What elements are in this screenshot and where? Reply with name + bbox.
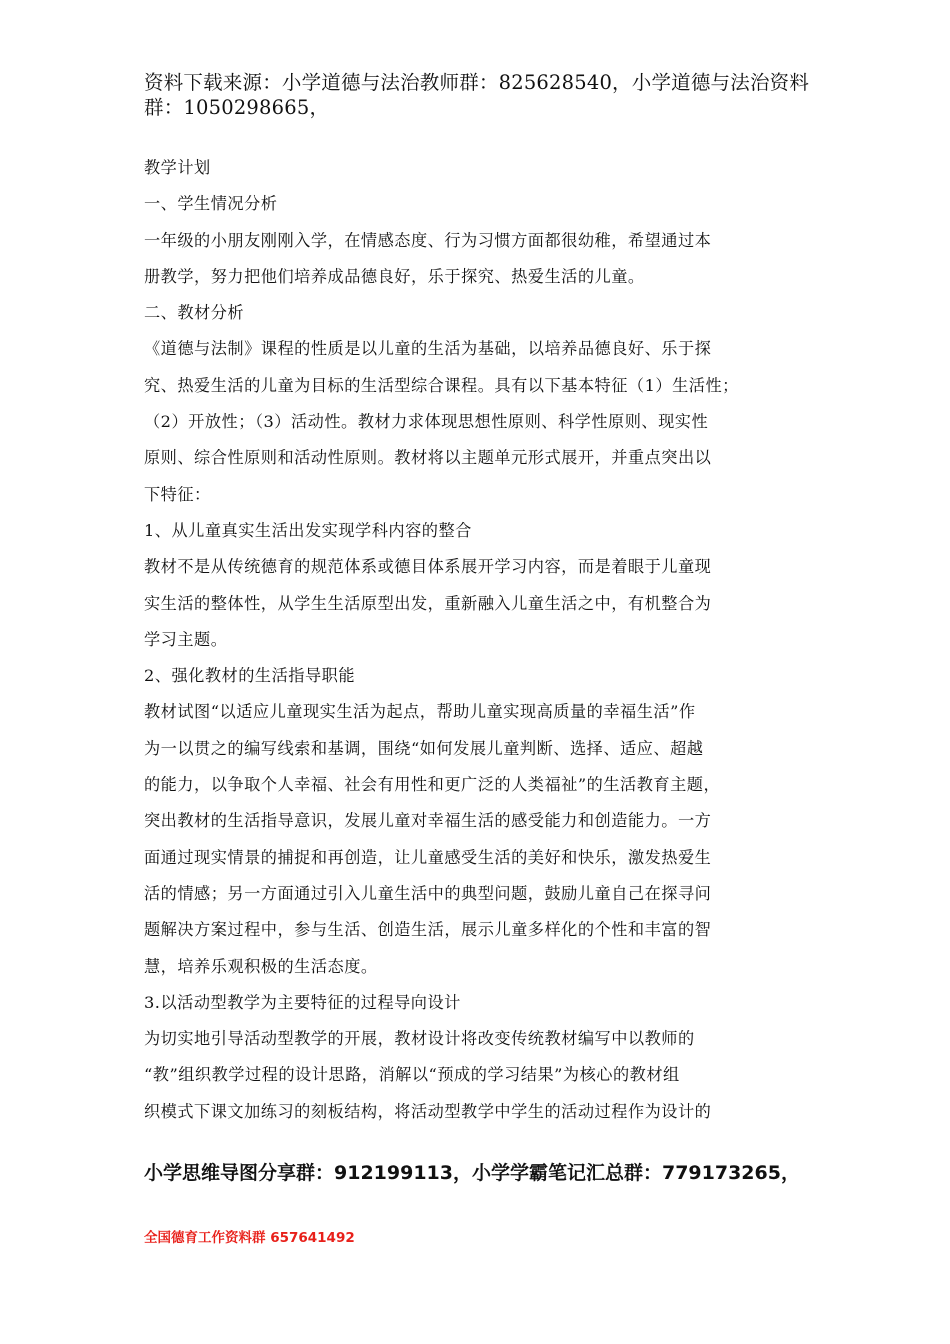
body-line: 突出教材的生活指导意识，发展儿童对幸福生活的感受能力和创造能力。一方 bbox=[144, 811, 712, 831]
body-line: 究、热爱生活的儿童为目标的生活型综合课程。具有以下基本特征（1）生活性； bbox=[144, 375, 739, 395]
body-line: 活的情感；另一方面通过引入儿童生活中的典型问题，鼓励儿童自己在探寻问 bbox=[144, 883, 712, 903]
body-line: 题解决方案过程中，参与生活、创造生活，展示儿童多样化的个性和丰富的智 bbox=[144, 920, 712, 940]
body-line: 教材试图“以适应儿童现实生活为起点，帮助儿童实现高质量的幸福生活”作 bbox=[144, 702, 696, 722]
body-line: 教学计划 bbox=[144, 158, 211, 177]
header-source-note: 资料下载来源：小学道德与法治教师群：825628540，小学道德与法治资料群：1050298665， bbox=[144, 71, 810, 119]
footer-group-note: 小学思维导图分享群：912199113，小学学霸笔记汇总群：779173265， bbox=[144, 1162, 800, 1184]
body-line: 为一以贯之的编写线索和基调，围绕“如何发展儿童判断、选择、适应、超越 bbox=[144, 738, 704, 758]
body-line: 教材不是从传统德育的规范体系或德目体系展开学习内容，而是着眼于儿童现 bbox=[144, 557, 712, 577]
body-line: 为切实地引导活动型教学的开展，教材设计将改变传统教材编写中以教师的 bbox=[144, 1029, 695, 1049]
body-line: 实生活的整体性，从学生生活原型出发，重新融入儿童生活之中，有机整合为 bbox=[144, 593, 712, 613]
document-body bbox=[144, 150, 824, 1130]
body-line: 原则、综合性原则和活动性原则。教材将以主题单元形式展开，并重点突出以 bbox=[144, 448, 712, 468]
body-line: 织模式下课文加练习的刻板结构，将活动型教学中学生的活动过程作为设计的 bbox=[144, 1101, 712, 1121]
body-line: 2、强化教材的生活指导职能 bbox=[144, 666, 356, 686]
body-line: 慧，培养乐观积极的生活态度。 bbox=[144, 956, 378, 976]
body-line: 二、教材分析 bbox=[144, 303, 245, 323]
body-line: 册教学，努力把他们培养成品德良好，乐于探究、热爱生活的儿童。 bbox=[144, 266, 645, 286]
body-line: “教”组织教学过程的设计思路，消解以“预成的学习结果”为核心的教材组 bbox=[144, 1065, 680, 1085]
body-line: 一、学生情况分析 bbox=[144, 194, 278, 214]
body-line: （2）开放性；（3）活动性。教材力求体现思想性原则、科学性原则、现实性 bbox=[144, 412, 709, 432]
body-line: 1、从儿童真实生活出发实现学科内容的整合 bbox=[144, 520, 472, 540]
body-line: 面通过现实情景的捕捉和再创造，让儿童感受生活的美好和快乐，激发热爱生 bbox=[144, 847, 712, 867]
footer-red-note: 全国德育工作资料群 657641492 bbox=[144, 1230, 355, 1246]
body-line: 的能力，以争取个人幸福、社会有用性和更广泛的人类福祉”的生活教育主题， bbox=[144, 775, 721, 795]
body-line: 3.以活动型教学为主要特征的过程导向设计 bbox=[144, 992, 461, 1012]
body-line: 学习主题。 bbox=[144, 629, 228, 649]
body-line: 下特征： bbox=[144, 484, 211, 504]
body-line: 《道德与法制》课程的性质是以儿童的生活为基础，以培养品德良好、乐于探 bbox=[144, 339, 712, 359]
body-line: 一年级的小朋友刚刚入学，在情感态度、行为习惯方面都很幼稚，希望通过本 bbox=[144, 230, 712, 250]
